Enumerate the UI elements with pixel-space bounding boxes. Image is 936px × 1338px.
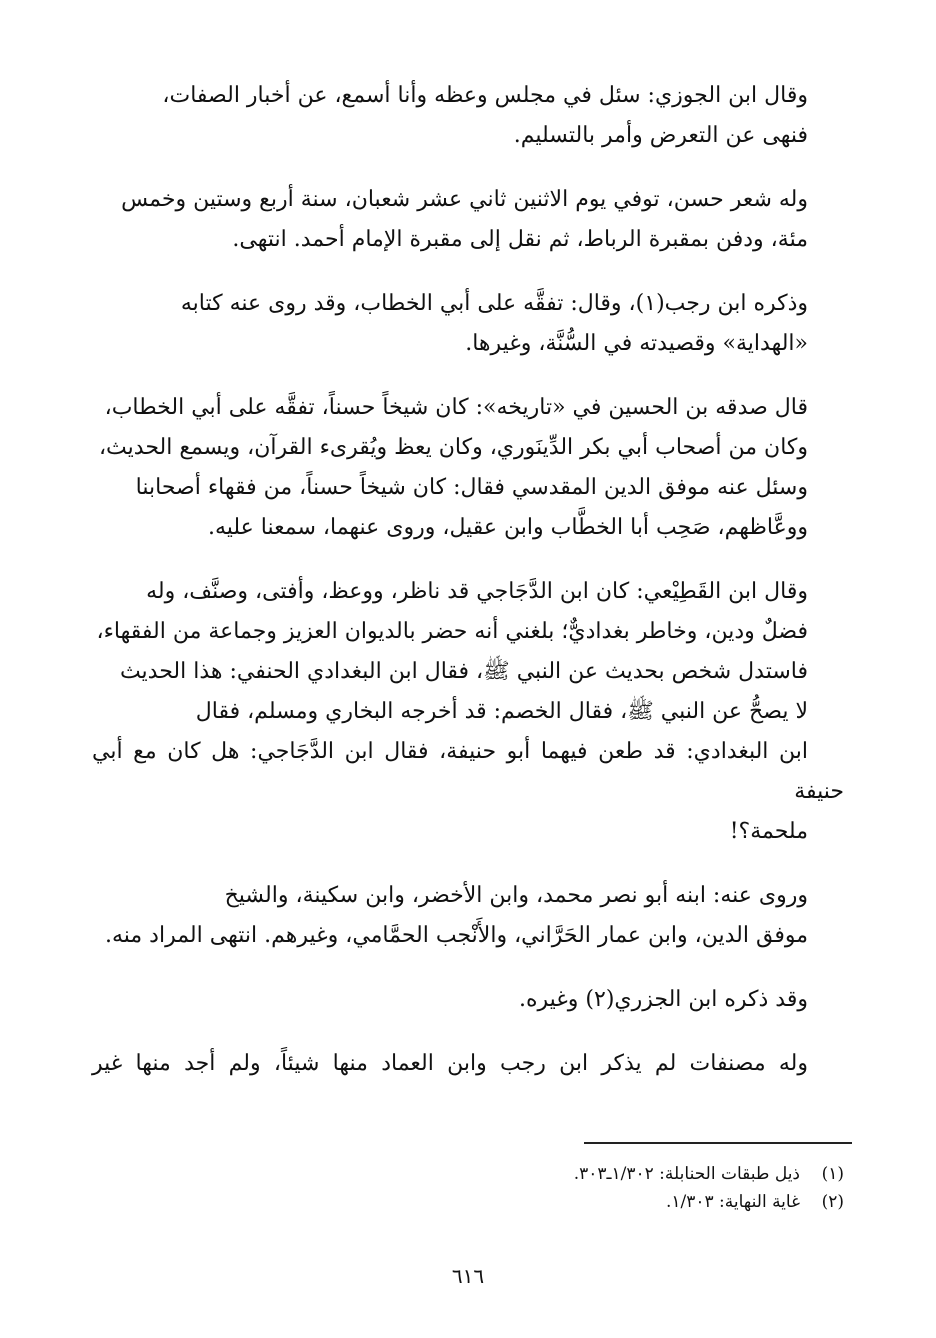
page-number: ٦١٦ xyxy=(451,1264,485,1288)
text-line: وذكره ابن رجب(١)، وقال: تفقَّه على أبي الخطاب، وقد روى عنه كتابه xyxy=(180,291,808,316)
footnote-number: (٢) xyxy=(821,1192,844,1212)
text-line: وكان من أصحاب أبي بكر الدِّينَوري، وكان يعظ ويُقرىء القرآن، ويسمع الحديث، xyxy=(98,435,808,460)
text-line: قال صدقه بن الحسين في «تاريخه»: كان شيخاً حسناً، تفقَّه على أبي الخطاب، xyxy=(104,395,808,420)
text-line: وسئل عنه موفق الدين المقدسي فقال: كان شيخاً حسناً، من فقهاء أصحابنا xyxy=(135,475,808,500)
paragraph-3 xyxy=(92,284,844,364)
text-line: وقد ذكره ابن الجزري(٢) وغيره. xyxy=(518,987,808,1012)
main-text xyxy=(92,76,844,1108)
paragraph-4 xyxy=(92,388,844,548)
text-line: وله شعر حسن، توفي يوم الاثنين ثاني عشر شعبان، سنة أربع وستين وخمس xyxy=(121,187,808,212)
text-line: لا يصحُّ عن النبي ﷺ، فقال الخصم: قد أخرجه البخاري ومسلم، فقال xyxy=(195,699,808,724)
text-line: فاستدل شخص بحديث عن النبي ﷺ، فقال ابن البغدادي الحنفي: هذا الحديث xyxy=(119,659,808,684)
text-line: ابن البغدادي: قد طعن فيهما أبو حنيفة، فقال ابن الدَّجَاجي: هل كان مع أبي حنيفة xyxy=(92,739,844,804)
paragraph-8 xyxy=(92,1044,844,1084)
footnote-1 xyxy=(244,1160,844,1188)
text-line: مئة، ودفن بمقبرة الرباط، ثم نقل إلى مقبرة الإمام أحمد. انتهى. xyxy=(232,227,808,252)
paragraph-7 xyxy=(92,980,844,1020)
text-line: وقال ابن الجوزي: سئل في مجلس وعظه وأنا أسمع، عن أخبار الصفات، xyxy=(162,83,808,108)
paragraph-1 xyxy=(92,76,844,156)
text-line: فنهى عن التعرض وأمر بالتسليم. xyxy=(513,123,808,148)
text-line: ملحمة؟! xyxy=(729,819,808,844)
footnote-text: غاية النهاية: ١/٣٠٣. xyxy=(665,1192,800,1212)
footnote-separator xyxy=(584,1142,852,1144)
paragraph-5 xyxy=(92,572,844,852)
paragraph-2 xyxy=(92,180,844,260)
text-line: وروى عنه: ابنه أبو نصر محمد، وابن الأخضر، وابن سكينة، والشيخ xyxy=(224,883,808,908)
text-line: وقال ابن القَطِيْعي: كان ابن الدَّجَاجي قد ناظر، ووعظ، وأفتى، وصنَّف، وله xyxy=(146,579,808,604)
footnotes xyxy=(244,1160,844,1216)
text-line: ووعَّاظهم، صَحِب أبا الخطَّاب وابن عقيل، وروى عنهما، سمعنا عليه. xyxy=(207,515,808,540)
text-line: موفق الدين، وابن عمار الحَرَّاني، والأَنْجب الحمَّامي، وغيرهم. انتهى المراد منه. xyxy=(104,923,808,948)
footnote-number: (١) xyxy=(821,1164,844,1184)
text-line: «الهداية» وقصيدته في السُّنَّة، وغيرها. xyxy=(465,331,808,356)
footnote-2 xyxy=(244,1188,844,1216)
footnote-text: ذيل طبقات الحنابلة: ١/٣٠٢ـ٣٠٣. xyxy=(573,1164,800,1184)
text-line: وله مصنفات لم يذكر ابن رجب وابن العماد منها شيئاً، ولم أجد منها غير xyxy=(92,1051,808,1076)
paragraph-6 xyxy=(92,876,844,956)
text-line: فضلٌ ودين، وخاطر بغداديٌّ؛ بلغني أنه حضر بالديوان العزيز وجماعة من الفقهاء، xyxy=(96,619,808,644)
